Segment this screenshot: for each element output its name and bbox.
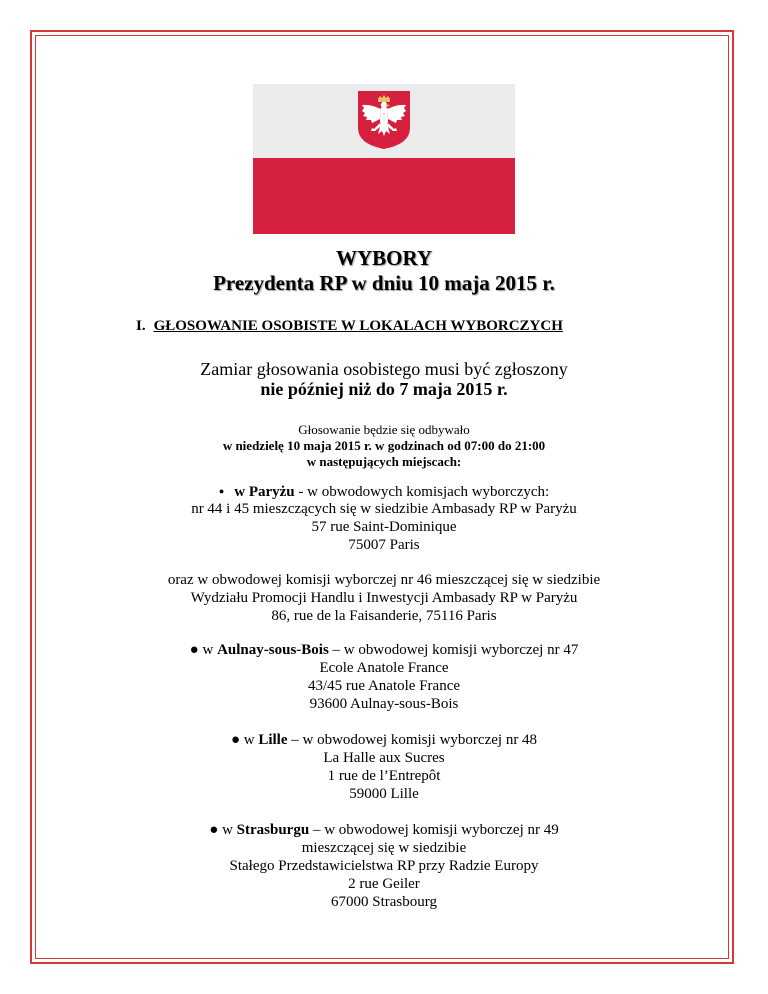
voting-info-line-2: w niedzielę 10 maja 2015 r. w godzinach od 07:00 do 21:00 bbox=[222, 438, 546, 453]
lille-line-4: 59000 Lille bbox=[349, 786, 419, 802]
flag-red-stripe bbox=[253, 158, 515, 234]
lille-prefix: w bbox=[240, 732, 259, 748]
paris-heading bbox=[40, 482, 728, 501]
aulnay-city: Aulnay-sous-Bois bbox=[217, 642, 329, 658]
intro-deadline: nie później niż do 7 maja 2015 r. bbox=[260, 379, 508, 399]
strasbourg-line-4: 2 rue Geiler bbox=[348, 876, 420, 892]
section-number: I. bbox=[136, 318, 146, 334]
lille-line-2: La Halle aux Sucres bbox=[323, 750, 445, 766]
strasbourg-line-3: Stałego Przedstawicielstwa RP przy Radzie Europy bbox=[229, 858, 539, 874]
aulnay-line-3: 43/45 rue Anatole France bbox=[307, 678, 461, 694]
aulnay-line-4: 93600 Aulnay-sous-Bois bbox=[309, 696, 459, 712]
paris-line-3: 57 rue Saint-Dominique bbox=[311, 519, 457, 535]
lille-line-3: 1 rue de l’Entrepôt bbox=[327, 768, 441, 784]
white-eagle-emblem-icon bbox=[357, 90, 411, 150]
section-title: GŁOSOWANIE OSOBISTE W LOKALACH WYBORCZYCH bbox=[153, 318, 563, 334]
strasbourg-heading bbox=[40, 821, 728, 839]
strasbourg-heading-rest: – w obwodowej komisji wyborczej nr 49 bbox=[309, 822, 559, 838]
paris-extra-line-1: oraz w obwodowej komisji wyborczej nr 46 mieszczącej się w siedzibie bbox=[167, 572, 601, 588]
paris-line-2: nr 44 i 45 mieszczących się w siedzibie Ambasady RP w Paryżu bbox=[191, 501, 577, 517]
lille-city: Lille bbox=[258, 732, 288, 748]
voting-info-line-3: w następujących miejscach: bbox=[306, 454, 462, 469]
aulnay-heading-rest: – w obwodowej komisji wyborczej nr 47 bbox=[328, 642, 579, 658]
bullet-icon: ● bbox=[218, 486, 225, 496]
strasbourg-prefix: w bbox=[218, 822, 237, 838]
bullet-icon: ● bbox=[209, 822, 219, 838]
aulnay-prefix: w bbox=[198, 642, 218, 658]
lille-heading-rest: – w obwodowej komisji wyborczej nr 48 bbox=[287, 732, 538, 748]
voting-info-line-1: Głosowanie będzie się odbywało bbox=[298, 422, 470, 437]
paris-extra-line-2: Wydziału Promocji Handlu i Inwestycji Ambasady RP w Paryżu bbox=[190, 590, 578, 606]
aulnay-line-2: Ecole Anatole France bbox=[319, 660, 449, 676]
bullet-icon: ● bbox=[189, 642, 199, 658]
lille-heading bbox=[40, 731, 728, 749]
aulnay-heading bbox=[40, 641, 728, 659]
paris-heading-rest: - w obwodowych komisjach wyborczych: bbox=[294, 484, 550, 500]
title-line-1: WYBORY bbox=[335, 246, 433, 270]
intro-line-1: Zamiar głosowania osobistego musi być zgłoszony bbox=[200, 359, 568, 379]
bullet-icon: ● bbox=[230, 732, 240, 748]
paris-extra-line-3: 86, rue de la Faisanderie, 75116 Paris bbox=[271, 608, 497, 624]
title-line-2: Prezydenta RP w dniu 10 maja 2015 r. bbox=[213, 271, 555, 295]
strasbourg-line-5: 67000 Strasbourg bbox=[331, 894, 437, 910]
strasbourg-city: Strasburgu bbox=[236, 822, 310, 838]
polish-flag-image bbox=[253, 84, 515, 234]
strasbourg-line-2: mieszczącej się w siedzibie bbox=[301, 840, 467, 856]
paris-line-4: 75007 Paris bbox=[348, 537, 420, 553]
paris-city: w Paryżu bbox=[234, 484, 295, 500]
section-heading bbox=[136, 318, 563, 335]
